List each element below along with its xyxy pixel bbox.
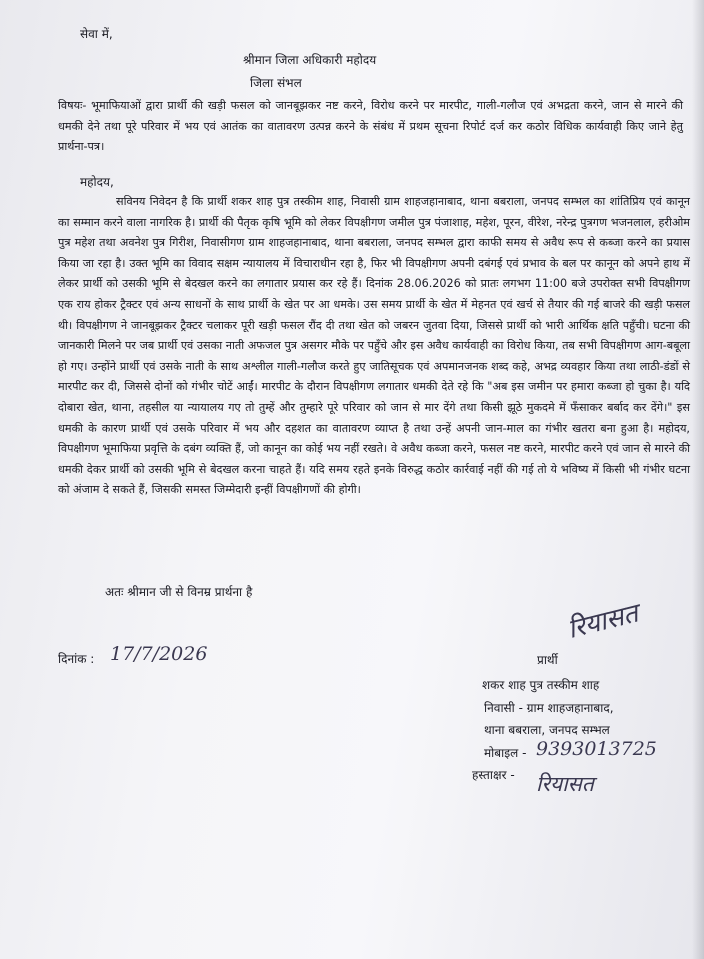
salutation-to: सेवा में, [80, 27, 113, 41]
page-shadow-edge [692, 0, 704, 959]
letter-body: सविनय निवेदन है कि प्रार्थी शकर शाह पुत्र तस्कीम शाह, निवासी ग्राम शाहजहानाबाद, थाना बबराला, जनपद सम्भल का शांतिप्रिय एवं कानून का सम्मान करने वाला नागरिक है। प्रार्थी की पैतृक कृषि भूमि को लेकर विपक्षीगण जमील पुत्र पंजाशाह, महेश, पूरन, वीरेश, नरेन्द्र पुत्रगण भजनलाल, हरीओम पुत्र महेश तथा अवनेश पुत्र गिरीश, निवासीगण ग्राम शाहजहानाबाद, थाना बबराला, जनपद सम्भल द्वारा काफी समय से अवैध रूप से कब्जा करने का प्रयास किया जा रहा है। उक्त भूमि का विवाद सक्षम न्यायालय में विचाराधीन रहा है, फिर भी विपक्षीगण अपनी दबंगई एवं प्रभाव के बल पर कानून को अपने हाथ में लेकर प्रार्थी को उसकी भूमि से बेदखल करने का लगातार प्रयास कर रहे हैं। दिनांक 28.06.2026 को प्रातः लगभग 11:00 बजे उपरोक्त सभी विपक्षीगण एक राय होकर ट्रैक्टर एवं अन्य साधनों के साथ प्रार्थी के खेत पर आ धमके। उस समय प्रार्थी के खेत में मेहनत एवं खर्च से तैयार की गई बाजरे की खड़ी फसल थी। विपक्षीगण ने जानबूझकर ट्रैक्टर चलाकर पूरी खड़ी फसल रौंद दी तथा खेत को जबरन जुतवा दिया, जिससे प्रार्थी को भारी आर्थिक क्षति पहुँची। घटना की जानकारी मिलने पर जब प्रार्थी एवं उसका नाती अफजल पुत्र असगर मौके पर पहुँचे और इस अवैध कार्यवाही का विरोध किया, तब सभी विपक्षीगण आग-बबूला हो गए। उन्होंने प्रार्थी एवं उसके नाती के साथ अश्लील गाली-गलौज करते हुए जातिसूचक एवं अपमानजनक शब्द कहे, अभद्र व्यवहार किया तथा लाठी-डंडों से मारपीट कर दी, जिससे दोनों को गंभीर चोटें आईं। मारपीट के दौरान विपक्षीगण लगातार धमकी देते रहे कि "अब इस जमीन पर हमारा कब्जा हो चुका है। यदि दोबारा खेत, थाना, तहसील या न्यायालय गए तो तुम्हें और तुम्हारे पूरे परिवार को जान से मार देंगे तथा किसी झूठे मुकदमे में फँसाकर बर्बाद कर देंगे।" इस धमकी के कारण प्रार्थी एवं उसके परिवार में भय और दहशत का वातावरण व्याप्त है तथा उन्हें अपनी जान-माल का गंभीर खतरा बना हुआ है। महोदय, विपक्षीगण भूमाफिया प्रवृत्ति के दबंग व्यक्ति हैं, जो कानून का कोई भय नहीं रखते। वे अवैध कब्जा करने, फसल नष्ट करने, मारपीट करने एवं जान से मारने की धमकी देकर प्रार्थी को उसकी भूमि से बेदखल करना चाहते हैं। यदि समय रहते इनके विरुद्ध कठोर कार्रवाई नहीं की गई तो ये भविष्य में किसी भी गंभीर घटना को अंजाम दे सकते हैं, जिसकी समस्त जिम्मेदारी इन्हीं विपक्षीगणों की होगी। [58, 195, 690, 497]
address-line-1: निवासी - ग्राम शाहजहानाबाद, [484, 701, 614, 715]
recipient-title: श्रीमान जिला अधिकारी महोदय [243, 53, 377, 67]
address-line-2: थाना बबराला, जनपद सम्भल [484, 723, 610, 737]
closing-line: अतः श्रीमान जी से विनम्र प्रार्थना है [105, 585, 253, 599]
date-label: दिनांक : [58, 652, 95, 666]
applicant-name: शकर शाह पुत्र तस्कीम शाह [482, 678, 600, 692]
mobile-label: मोबाइल - [484, 746, 527, 760]
date-value: 17/7/2026 [110, 643, 208, 665]
signature-top: रियासत [564, 598, 642, 646]
recipient-district: जिला संभल [250, 76, 302, 90]
greeting: महोदय, [80, 175, 114, 189]
signature-label: हस्ताक्षर - [472, 768, 515, 782]
applicant-label: प्रार्थी [537, 653, 558, 667]
signature-bottom: रियासत [536, 772, 594, 796]
mobile-value: 9393013725 [536, 738, 657, 760]
subject-line: विषयः- भूमाफियाओं द्वारा प्रार्थी की खड़ी फसल को जानबूझकर नष्ट करने, विरोध करने पर मारपीट, गाली-गलौज एवं अभद्रता करने, जान से मारने की धमकी देने तथा पूरे परिवार में भय एवं आतंक का वातावरण उत्पन्न करने के संबंध में प्रथम सूचना रिपोर्ट दर्ज कर कठोर विधिक कार्यवाही किए जाने हेतु प्रार्थना-पत्र। [58, 99, 683, 154]
